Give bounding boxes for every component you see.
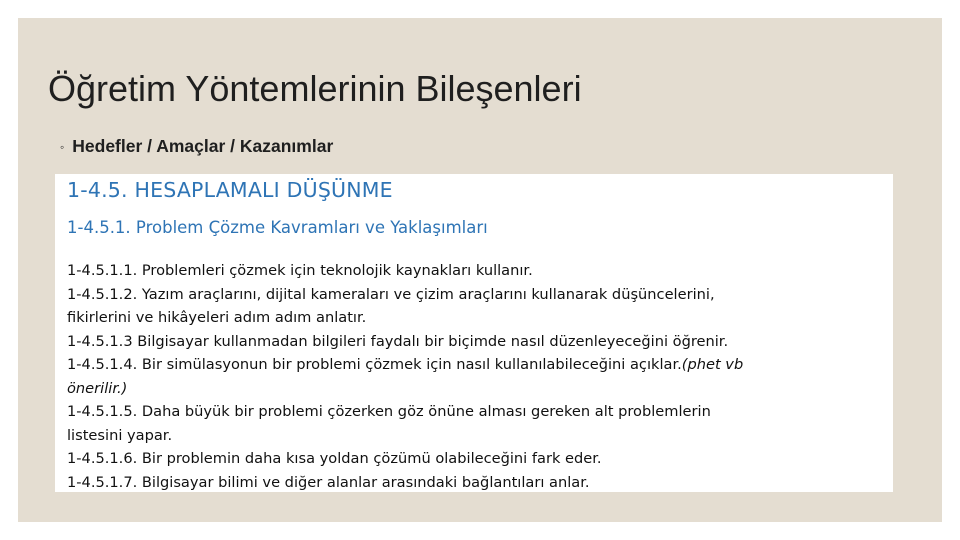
outcome-line: 1-4.5.1.7. Bilgisayar bilimi ve diğer alanlar arasındaki bağlantıları anlar. (67, 473, 590, 491)
outcome-line: 1-4.5.1.1. Problemleri çözmek için teknolojik kaynakları kullanır. (67, 262, 533, 279)
outcome-line: fikirlerini ve hikâyeleri adım adım anlatır. (67, 309, 367, 326)
curriculum-excerpt-image (55, 174, 893, 492)
slide-title: Öğretim Yöntemlerinin Bileşenleri (48, 68, 582, 109)
outcome-note: (phet vb (681, 356, 744, 373)
outcome-list (67, 259, 893, 494)
outcome-line: 1-4.5.1.2. Yazım araçlarını, dijital kameraları ve çizim araçlarını kullanarak düşüncelerini, (67, 285, 715, 303)
outcome-line: 1-4.5.1.6. Bir problemin daha kısa yoldan çözümü olabileceğini fark eder. (67, 450, 602, 467)
section-heading: 1-4.5. HESAPLAMALI DÜŞÜNME (67, 178, 393, 202)
outcome-line (67, 353, 893, 377)
outcome-line: listesini yapar. (67, 426, 173, 444)
bullet-text: Hedefler / Amaçlar / Kazanımlar (72, 136, 334, 156)
outcome-note-line: önerilir.) (67, 379, 128, 397)
outcome-line: 1-4.5.1.3 Bilgisayar kullanmadan bilgileri faydalı bir biçimde nasıl düzenleyeceğini öğrenir. (67, 332, 729, 350)
section-subheading: 1-4.5.1. Problem Çözme Kavramları ve Yaklaşımları (67, 218, 488, 237)
bullet-item (60, 136, 333, 157)
outcome-text: 1-4.5.1.4. Bir simülasyonun bir problemi çözmek için nasıl kullanılabileceğini açıklar. (67, 356, 682, 373)
bullet-circle-icon: ◦ (60, 139, 65, 154)
slide (18, 18, 942, 522)
outcome-line: 1-4.5.1.5. Daha büyük bir problemi çözerken göz önüne alması gereken alt problemlerin (67, 403, 711, 420)
